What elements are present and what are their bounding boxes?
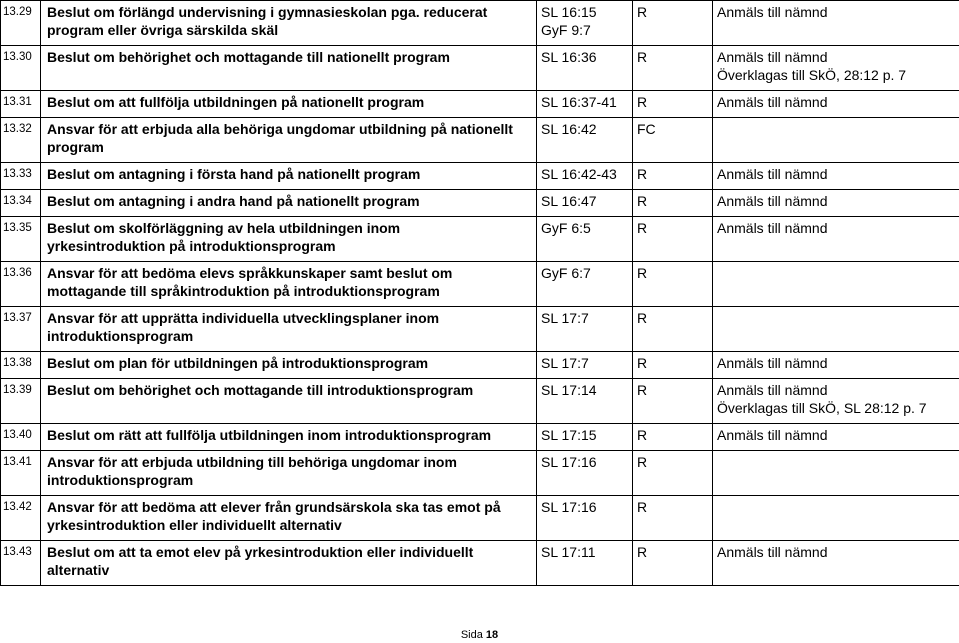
table-row — [1, 91, 959, 118]
note-cell — [713, 496, 959, 541]
section-number-cell: 13.29 — [1, 1, 41, 46]
table-body — [1, 1, 959, 586]
title-line: introduktionsprogram — [47, 328, 194, 344]
matter-title-cell — [41, 163, 537, 190]
legal-reference-cell — [537, 496, 633, 541]
section-number-cell: 13.36 — [1, 262, 41, 307]
title-line: Beslut om rätt att fullfölja utbildningen inom introduktionsprogram — [47, 427, 492, 443]
note-cell — [713, 190, 959, 217]
matter-title-cell — [41, 496, 537, 541]
matter-title-cell — [41, 424, 537, 451]
ref-line: SL 16:36 — [541, 49, 597, 65]
note-line: Anmäls till nämnd — [717, 427, 828, 443]
delegate-code-cell: R — [633, 424, 713, 451]
note-line: Överklagas till SkÖ, SL 28:12 p. 7 — [717, 400, 927, 416]
title-line: program — [47, 139, 104, 155]
title-line: Ansvar för att erbjuda utbildning till behöriga ungdomar inom — [47, 454, 457, 470]
delegate-code-cell: R — [633, 379, 713, 424]
footer-label: Sida — [460, 629, 483, 641]
ref-line: SL 17:14 — [541, 382, 597, 398]
table-row — [1, 163, 959, 190]
title-line: Beslut om att ta emot elev på yrkesintroduktion eller individuellt — [47, 544, 474, 560]
table-row — [1, 496, 959, 541]
section-number-cell: 13.42 — [1, 496, 41, 541]
table-row — [1, 1, 959, 46]
legal-reference-cell — [537, 91, 633, 118]
legal-reference-cell — [537, 307, 633, 352]
legal-reference-cell — [537, 451, 633, 496]
section-number-cell: 13.43 — [1, 541, 41, 586]
ref-line: GyF 9:7 — [541, 22, 591, 38]
note-cell — [713, 262, 959, 307]
delegate-code-cell: R — [633, 496, 713, 541]
ref-line: SL 16:42 — [541, 121, 597, 137]
ref-line: SL 17:7 — [541, 310, 589, 326]
note-cell — [713, 46, 959, 91]
title-line: Beslut om antagning i första hand på nationellt program — [47, 166, 421, 182]
section-number-cell: 13.40 — [1, 424, 41, 451]
delegate-code-cell: R — [633, 352, 713, 379]
ref-line: SL 16:47 — [541, 193, 597, 209]
title-line: alternativ — [47, 562, 110, 578]
page-footer — [0, 629, 959, 641]
note-cell — [713, 424, 959, 451]
note-line: Anmäls till nämnd — [717, 355, 828, 371]
ref-line: GyF 6:5 — [541, 220, 591, 236]
title-line: Beslut om behörighet och mottagande till introduktionsprogram — [47, 382, 474, 398]
delegate-code-cell: R — [633, 262, 713, 307]
title-line: introduktionsprogram — [47, 472, 194, 488]
table-row — [1, 190, 959, 217]
delegate-code-cell: R — [633, 1, 713, 46]
title-line: mottagande till språkintroduktion på introduktionsprogram — [47, 283, 440, 299]
title-line: Ansvar för att bedöma elevs språkkunskaper samt beslut om — [47, 265, 453, 281]
title-line: Beslut om antagning i andra hand på nationellt program — [47, 193, 420, 209]
title-line: Beslut om plan för utbildningen på introduktionsprogram — [47, 355, 429, 371]
delegate-code-cell: R — [633, 307, 713, 352]
title-line: yrkesintroduktion på introduktionsprogram — [47, 238, 336, 254]
note-cell — [713, 91, 959, 118]
note-line: Anmäls till nämnd — [717, 166, 828, 182]
legal-reference-cell — [537, 541, 633, 586]
section-number-cell: 13.41 — [1, 451, 41, 496]
note-line: Överklagas till SkÖ, 28:12 p. 7 — [717, 67, 907, 83]
note-cell — [713, 451, 959, 496]
matter-title-cell — [41, 451, 537, 496]
title-line: Beslut om förlängd undervisning i gymnasieskolan pga. reducerat — [47, 4, 488, 20]
section-number-cell: 13.37 — [1, 307, 41, 352]
delegate-code-cell: R — [633, 190, 713, 217]
table-row — [1, 451, 959, 496]
section-number-cell: 13.34 — [1, 190, 41, 217]
matter-title-cell — [41, 541, 537, 586]
delegate-code-cell: R — [633, 541, 713, 586]
table-row — [1, 541, 959, 586]
legal-reference-cell — [537, 163, 633, 190]
matter-title-cell — [41, 352, 537, 379]
title-line: Beslut om att fullfölja utbildningen på nationellt program — [47, 94, 425, 110]
legal-reference-cell — [537, 190, 633, 217]
table-row — [1, 118, 959, 163]
note-line: Anmäls till nämnd — [717, 382, 828, 398]
legal-reference-cell — [537, 424, 633, 451]
ref-line: SL 17:16 — [541, 454, 597, 470]
legal-reference-cell — [537, 46, 633, 91]
legal-reference-cell — [537, 118, 633, 163]
note-line: Anmäls till nämnd — [717, 49, 828, 65]
title-line: Ansvar för att upprätta individuella utvecklingsplaner inom — [47, 310, 440, 326]
title-line: program eller övriga särskilda skäl — [47, 22, 279, 38]
legal-reference-cell — [537, 217, 633, 262]
ref-line: SL 16:15 — [541, 4, 597, 20]
page-number: 18 — [485, 629, 499, 641]
table-row — [1, 262, 959, 307]
table-row — [1, 307, 959, 352]
note-cell — [713, 541, 959, 586]
ref-line: SL 16:42-43 — [541, 166, 617, 182]
delegate-code-cell: R — [633, 91, 713, 118]
table-row — [1, 352, 959, 379]
note-cell — [713, 1, 959, 46]
note-cell — [713, 163, 959, 190]
table-row — [1, 379, 959, 424]
section-number-cell: 13.35 — [1, 217, 41, 262]
delegate-code-cell: R — [633, 217, 713, 262]
matter-title-cell — [41, 91, 537, 118]
note-cell — [713, 217, 959, 262]
matter-title-cell — [41, 46, 537, 91]
note-cell — [713, 118, 959, 163]
table-row — [1, 46, 959, 91]
note-cell — [713, 379, 959, 424]
matter-title-cell — [41, 379, 537, 424]
ref-line: SL 17:11 — [541, 544, 596, 560]
note-cell — [713, 352, 959, 379]
matter-title-cell — [41, 307, 537, 352]
ref-line: GyF 6:7 — [541, 265, 591, 281]
delegate-code-cell: FC — [633, 118, 713, 163]
ref-line: SL 16:37-41 — [541, 94, 617, 110]
section-number-cell: 13.39 — [1, 379, 41, 424]
section-number-cell: 13.31 — [1, 91, 41, 118]
matter-title-cell — [41, 190, 537, 217]
ref-line: SL 17:7 — [541, 355, 589, 371]
delegate-code-cell: R — [633, 46, 713, 91]
section-number-cell: 13.30 — [1, 46, 41, 91]
legal-reference-cell — [537, 379, 633, 424]
section-number-cell: 13.38 — [1, 352, 41, 379]
ref-line: SL 17:15 — [541, 427, 597, 443]
delegate-code-cell: R — [633, 163, 713, 190]
note-line: Anmäls till nämnd — [717, 544, 828, 560]
note-cell — [713, 307, 959, 352]
table-row — [1, 424, 959, 451]
ref-line: SL 17:16 — [541, 499, 597, 515]
title-line: Beslut om behörighet och mottagande till nationellt program — [47, 49, 450, 65]
legal-reference-cell — [537, 1, 633, 46]
note-line: Anmäls till nämnd — [717, 193, 828, 209]
note-line: Anmäls till nämnd — [717, 220, 828, 236]
note-line: Anmäls till nämnd — [717, 4, 828, 20]
legal-reference-cell — [537, 262, 633, 307]
title-line: Ansvar för att erbjuda alla behöriga ungdomar utbildning på nationellt — [47, 121, 513, 137]
title-line: yrkesintroduktion eller individuellt alternativ — [47, 517, 342, 533]
title-line: Beslut om skolförläggning av hela utbildningen inom — [47, 220, 401, 236]
matter-title-cell — [41, 262, 537, 307]
section-number-cell: 13.32 — [1, 118, 41, 163]
section-number-cell: 13.33 — [1, 163, 41, 190]
delegate-code-cell: R — [633, 451, 713, 496]
matter-title-cell — [41, 217, 537, 262]
matter-title-cell — [41, 1, 537, 46]
note-line: Anmäls till nämnd — [717, 94, 828, 110]
matter-title-cell — [41, 118, 537, 163]
table-row — [1, 217, 959, 262]
title-line: Ansvar för att bedöma att elever från grundsärskola ska tas emot på — [47, 499, 501, 515]
legal-reference-cell — [537, 352, 633, 379]
